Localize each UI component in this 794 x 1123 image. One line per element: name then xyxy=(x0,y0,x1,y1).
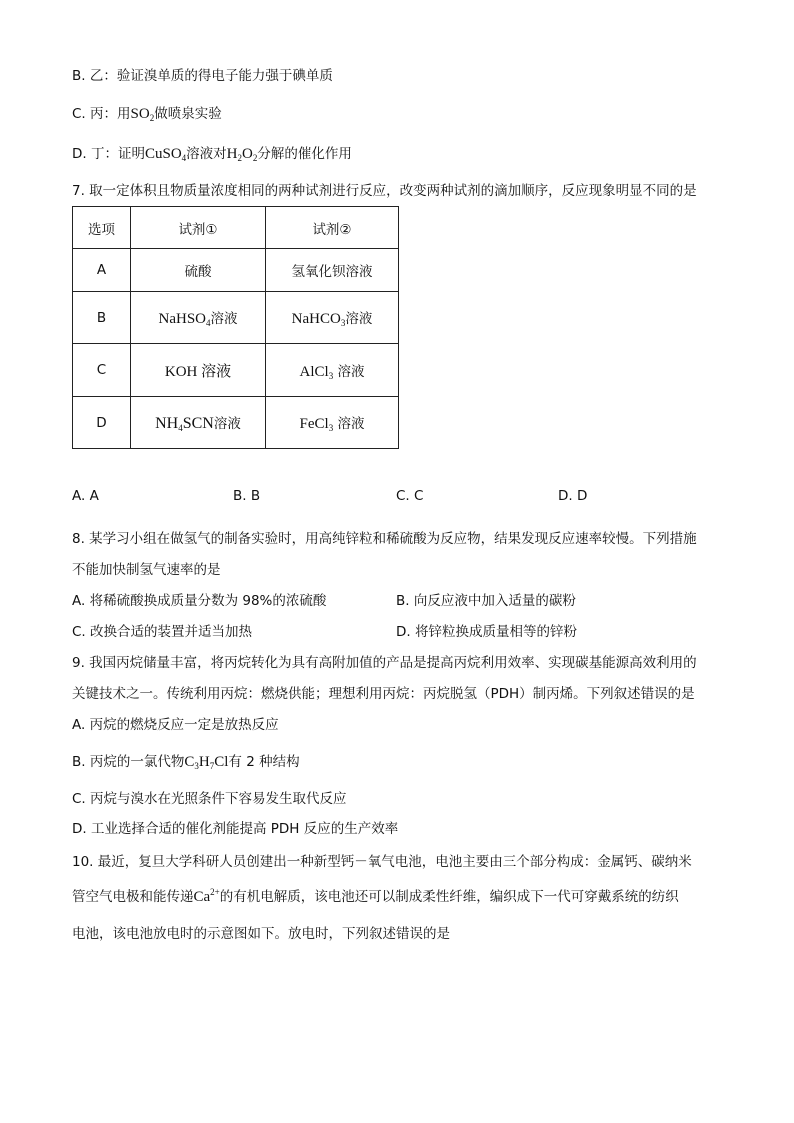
q8-stem-line-1: 8. 某学习小组在做氢气的制备实验时，用高纯锌粒和稀硫酸为反应物，结果发现反应速率较慢。下列措施 xyxy=(72,531,697,547)
formula-cuso4: CuSO$_4$ xyxy=(144,146,187,163)
q10-stem-line-3: 电池，该电池放电时的示意图如下。放电时，下列叙述错误的是 xyxy=(72,926,450,942)
table-row xyxy=(73,397,399,449)
reagent-1-cell: 硫酸 xyxy=(131,249,266,292)
reagent-table xyxy=(72,206,399,449)
table-row xyxy=(73,344,399,397)
q8-choice-d[interactable]: D. 将锌粒换成质量相等的锌粉 xyxy=(396,624,577,640)
formula-so2: $SO_2$ xyxy=(130,106,155,123)
reagent-1-cell: KOH 溶液 xyxy=(131,344,266,397)
reagent-1-cell: NaHSO$_4$溶液 xyxy=(131,292,266,344)
q7-choice-d[interactable]: D. D xyxy=(558,488,588,504)
q6-option-d: D. 丁：证明CuSO$_4$溶液对$H_2O_2$分解的催化作用 xyxy=(72,146,352,163)
q9-choice-b[interactable]: B. 丙烷的一氯代物$C_3H_7Cl$有 2 种结构 xyxy=(72,754,300,771)
q8-choice-a[interactable]: A. 将稀硫酸换成质量分数为 98%的浓硫酸 xyxy=(72,593,327,609)
q6-option-c: C. 丙：用$SO_2$做喷泉实验 xyxy=(72,106,222,123)
q9-choice-d[interactable]: D. 工业选择合适的催化剂能提高 PDH 反应的生产效率 xyxy=(72,821,399,837)
q9-choice-a[interactable]: A. 丙烷的燃烧反应一定是放热反应 xyxy=(72,717,279,733)
reagent-2-cell: NaHCO$_3$溶液 xyxy=(266,292,399,344)
table-row xyxy=(73,292,399,344)
formula-h2o2: $H_2O_2$ xyxy=(226,146,258,163)
header-option: 选项 xyxy=(73,207,131,249)
q7-choice-a[interactable]: A. A xyxy=(72,488,99,504)
q10-stem-line-1: 10. 最近，复旦大学科研人员创建出一种新型钙－氧气电池，电池主要由三个部分构成：金属钙、碳纳米 xyxy=(72,854,692,870)
table-row xyxy=(73,249,399,292)
ion-ca2plus: $Ca^{2+}$ xyxy=(193,887,220,905)
q7-choice-b[interactable]: B. B xyxy=(233,488,261,504)
reagent-2-cell: AlCl$_3$ 溶液 xyxy=(266,344,399,397)
q9-stem-line-2: 关键技术之一。传统利用丙烷：燃烧供能；理想利用丙烷：丙烷脱氢（PDH）制丙烯。下列叙述错误的是 xyxy=(72,686,695,702)
q7-stem: 7. 取一定体积且物质量浓度相同的两种试剂进行反应，改变两种试剂的滴加顺序，反应现象明显不同的是 xyxy=(72,183,697,199)
q7-choice-c[interactable]: C. C xyxy=(396,488,424,504)
q8-choice-b[interactable]: B. 向反应液中加入适量的碳粉 xyxy=(396,593,576,609)
row-label: D xyxy=(73,397,131,449)
reagent-2-cell: 氢氧化钡溶液 xyxy=(266,249,399,292)
row-label: A xyxy=(73,249,131,292)
q9-choice-c[interactable]: C. 丙烷与溴水在光照条件下容易发生取代反应 xyxy=(72,791,347,807)
formula-c3h7cl: $C_3H_7Cl$ xyxy=(184,754,229,771)
q8-stem-line-2: 不能加快制氢气速率的是 xyxy=(72,562,221,578)
q6-option-b: B. 乙：验证溴单质的得电子能力强于碘单质 xyxy=(72,68,333,84)
header-reagent-2: 试剂② xyxy=(266,207,399,249)
row-label: C xyxy=(73,344,131,397)
q8-choice-c[interactable]: C. 改换合适的装置并适当加热 xyxy=(72,624,253,640)
reagent-1-cell: $NH_4SCN$溶液 xyxy=(131,397,266,449)
header-reagent-1: 试剂① xyxy=(131,207,266,249)
q9-stem-line-1: 9. 我国丙烷储量丰富，将丙烷转化为具有高附加值的产品是提高丙烷利用效率、实现碳基能源高效利用的 xyxy=(72,655,697,671)
table-header-row xyxy=(73,207,399,249)
row-label: B xyxy=(73,292,131,344)
q10-stem-line-2: 管空气电极和能传递$Ca^{2+}$的有机电解质，该电池还可以制成柔性纤维，编织成下一代可穿戴系统的纺织 xyxy=(72,887,679,905)
reagent-2-cell: FeCl$_3$ 溶液 xyxy=(266,397,399,449)
